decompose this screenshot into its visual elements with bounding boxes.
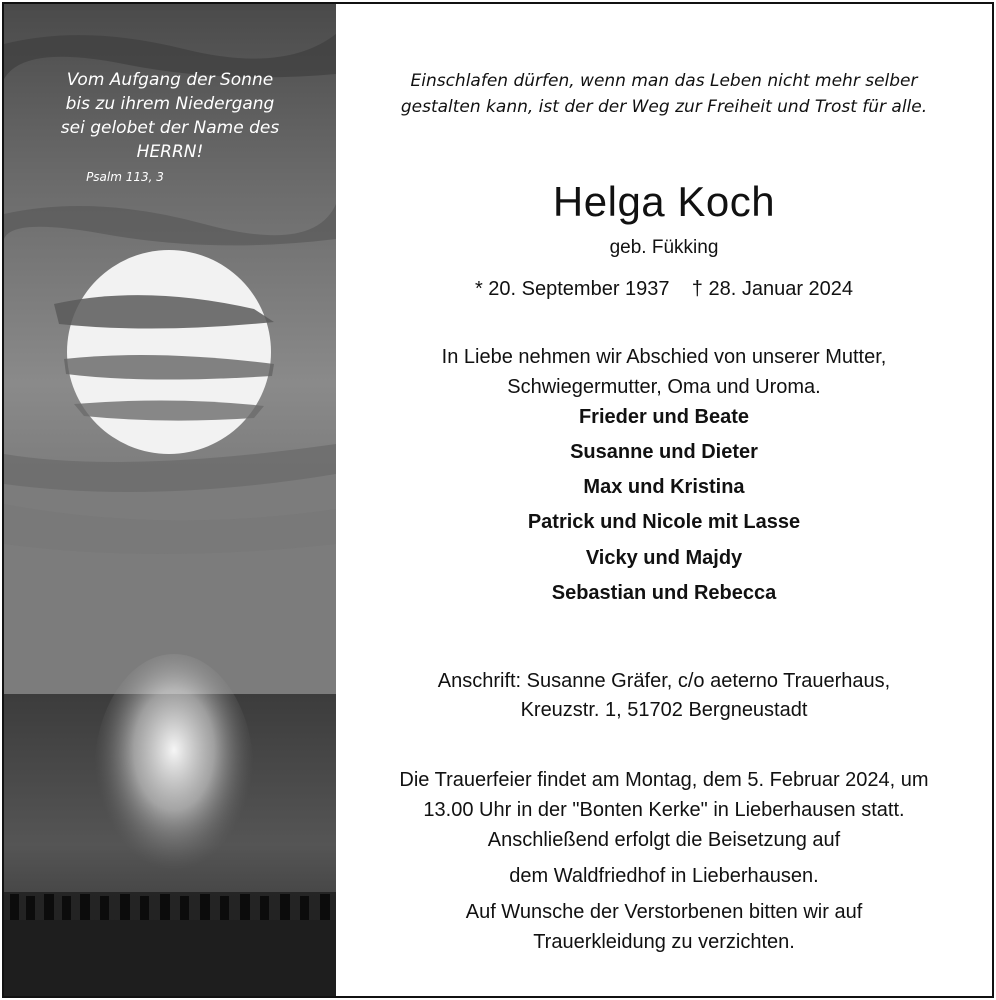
motto-line: Einschlafen dürfen, wenn man das Leben nicht mehr selber xyxy=(410,71,918,91)
life-dates xyxy=(336,278,992,301)
ceremony-line: Die Trauerfeier findet am Montag, dem 5. Februar 2024, um xyxy=(399,769,929,791)
address-line: Kreuzstr. 1, 51702 Bergneustadt xyxy=(520,699,808,721)
sunset-sea-photo xyxy=(4,4,336,996)
family-member: Vicky und Majdy xyxy=(585,547,743,569)
ceremony-line: Trauerkleidung zu verzichten. xyxy=(533,931,795,953)
obituary-frame xyxy=(2,2,994,998)
farewell-line: Schwiegermutter, Oma und Uroma. xyxy=(507,376,821,398)
ceremony-line: Anschließend erfolgt die Beisetzung auf xyxy=(487,829,841,851)
farewell-line: In Liebe nehmen wir Abschied von unserer Mutter, xyxy=(441,346,887,368)
deceased-name: Helga Koch xyxy=(552,178,776,225)
family-member: Max und Kristina xyxy=(583,476,745,498)
verse-reference: Psalm 113, 3 xyxy=(86,170,164,184)
ceremony-line: 13.00 Uhr in der "Bonten Kerke" in Lieberhausen statt. xyxy=(423,799,905,821)
birth-date: * 20. September 1937 xyxy=(474,278,670,300)
obituary-text xyxy=(336,4,992,996)
birth-name: geb. Fükking xyxy=(609,237,719,258)
family-member: Patrick und Nicole mit Lasse xyxy=(527,511,801,533)
address-line: Anschrift: Susanne Gräfer, c/o aeterno Trauerhaus, xyxy=(437,670,891,692)
family-member: Susanne und Dieter xyxy=(570,441,758,463)
death-date: † 28. Januar 2024 xyxy=(691,278,854,300)
ceremony-line: Auf Wunsche der Verstorbenen bitten wir auf xyxy=(465,901,863,923)
verse-line: sei gelobet der Name des xyxy=(60,118,280,138)
family-member: Sebastian und Rebecca xyxy=(551,582,777,604)
verse-line: Vom Aufgang der Sonne xyxy=(66,70,274,90)
bible-verse xyxy=(22,68,318,186)
motto-line: gestalten kann, ist der der Weg zur Freiheit und Trost für alle. xyxy=(400,97,928,117)
family-member: Frieder und Beate xyxy=(578,406,750,428)
ceremony-line: dem Waldfriedhof in Lieberhausen. xyxy=(509,865,819,887)
verse-line: HERRN! xyxy=(136,142,204,162)
verse-line: bis zu ihrem Niedergang xyxy=(65,94,275,114)
